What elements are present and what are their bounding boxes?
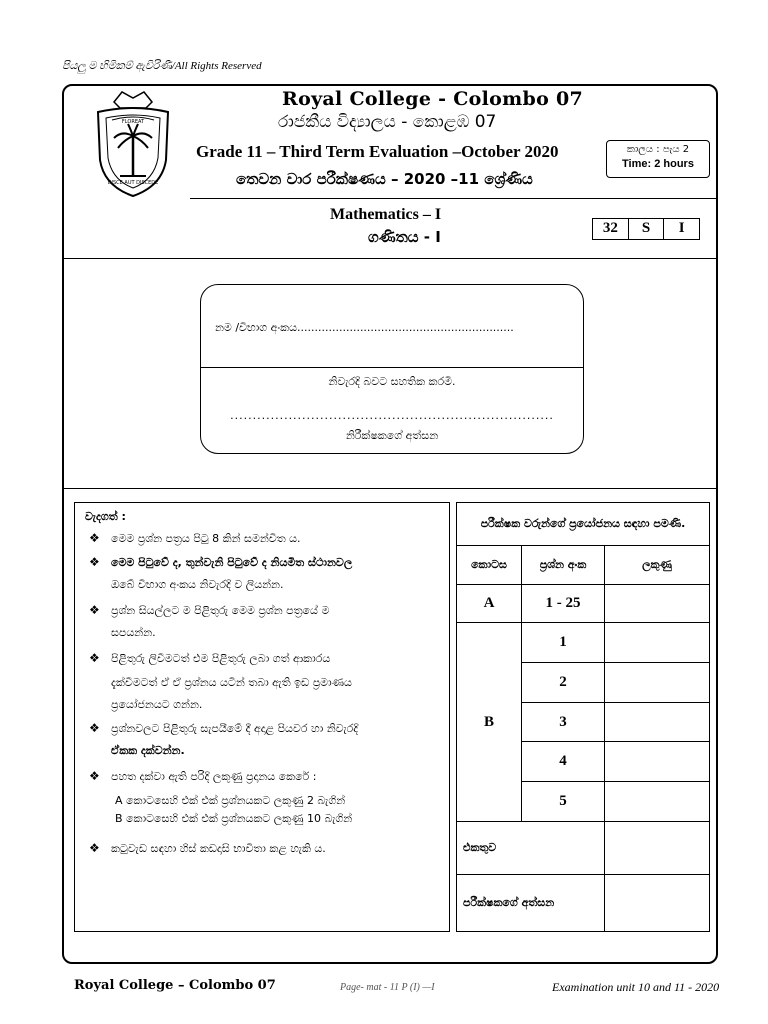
instruction-item-cont: සපයන්න. — [111, 626, 156, 639]
instruction-item: ❖ කටුවැඩ සඳහා හිස් කඩදාසි භාවිතා කළ හැකි ය. — [89, 837, 439, 860]
exam-title-sinhala: තෙවන වාර පරීක්ෂණය – 2020 –11 ශ්‍රේණිය — [236, 170, 533, 188]
mid-divider — [62, 488, 718, 489]
paper-code-box — [592, 218, 700, 240]
instruction-item: ❖ මෙම ප්‍රශ්න පත්‍රය පිටු 8 කින් සමන්විත ය. — [89, 527, 439, 550]
col-question-header: ප්‍රශ්න අංක — [522, 545, 605, 584]
marks-b5-cell — [605, 782, 710, 822]
bullet-icon: ❖ — [89, 531, 100, 545]
paper-code-number: 32 — [593, 219, 629, 239]
name-box-divider — [201, 367, 583, 368]
subject-divider — [62, 258, 718, 259]
footer-school: Royal College – Colombo 07 — [74, 978, 276, 993]
bullet-icon: ❖ — [89, 721, 100, 735]
instruction-item: ❖ ප්‍රශ්නවලට පිළිතුරු සැපයීමේ දී අදාළ පියවර හා නිවැරදි — [89, 717, 439, 740]
crest-banner-text: FLOREAT — [121, 119, 145, 125]
col-marks-header: ලකුණු — [605, 545, 710, 584]
marks-b3-cell — [605, 702, 710, 742]
footer-exam-unit: Examination unit 10 and 11 - 2020 — [552, 980, 720, 994]
marks-b2-cell — [605, 662, 710, 702]
b-question-1: 1 — [522, 623, 605, 663]
col-section-header: කොටස — [457, 545, 522, 584]
paper-code-part: I — [678, 220, 685, 236]
instructions-box — [74, 502, 450, 932]
marks-b4-cell — [605, 742, 710, 782]
header-divider — [190, 198, 716, 199]
bullet-icon: ❖ — [89, 603, 100, 617]
supervisor-signature-label: නිරීක්ෂකගේ අත්සන — [345, 429, 439, 442]
instruction-item-cont: ප්‍රයෝජනයට ගන්න. — [111, 698, 203, 711]
paper-code-medium: S — [629, 219, 665, 239]
certify-label: නිවැරදි බවට සහතික කරමි. — [328, 375, 456, 388]
instruction-item-cont: ඔබේ විභාග අංකය නිවැරදි ව ලියන්න. — [111, 578, 284, 591]
subject-english: Mathematics – I — [330, 206, 442, 223]
marks-a-line: A කොටසෙහි එක් එක් ප්‍රශ්නයකට ලකුණු 2 බැගින් — [115, 794, 346, 807]
instruction-item: ❖ පහත දක්වා ඇති පරිදි ලකුණු ප්‍රදානය කෙරේ : — [89, 765, 439, 788]
range-a-cell: 1 - 25 — [522, 584, 605, 623]
marks-b-line: B කොටසෙහි එක් එක් ප්‍රශ්නයකට ලකුණු 10 බැගින් — [115, 812, 353, 825]
time-sinhala: කාලය : පැය 2 — [626, 144, 690, 155]
instruction-item-cont: දැක්වීමටත් ඒ ඒ ප්‍රශ්නය යටින් තබා ඇති ඉඩ ප්‍රමාණය — [111, 676, 352, 689]
instruction-item-cont: ඒකක දක්වන්න. — [111, 744, 185, 757]
examiner-marks-table — [456, 502, 710, 932]
examiner-signature-cell — [605, 874, 710, 931]
b-question-2: 2 — [522, 662, 605, 702]
marks-table-title: පරීක්ෂක වරුන්ගේ ප්‍රයෝජනය සඳහා පමණි. — [457, 503, 710, 546]
instruction-item: ❖ පිළිතුරු ලිවීමටත් එම පිළිතුරු ලබා ගත් ආකාරය — [89, 647, 439, 670]
bullet-icon: ❖ — [89, 841, 100, 855]
marks-b1-cell — [605, 623, 710, 663]
footer-page-code: Page- mat - 11 P (I) —I — [340, 982, 435, 993]
section-b-cell: B — [457, 623, 522, 822]
marks-a-cell — [605, 584, 710, 623]
rights-reserved: පියලු ම හිමිකම් ඇවිරිණී/All Rights Reserved — [62, 60, 262, 72]
instructions-title: වැදගත් : — [85, 510, 126, 523]
instruction-item: ❖ ප්‍රශ්න සියල්ලට ම පිළිතුරු මෙම ප්‍රශ්න පත්‍රයේ ම — [89, 599, 439, 622]
time-box — [606, 140, 710, 178]
candidate-name-box — [200, 284, 584, 454]
school-name-english: Royal College - Colombo 07 — [282, 88, 584, 110]
b-question-3: 3 — [522, 702, 605, 742]
total-label: එකතුව — [457, 821, 605, 874]
section-a-cell: A — [457, 584, 522, 623]
total-cell — [605, 821, 710, 874]
bullet-icon: ❖ — [89, 555, 100, 569]
school-crest — [86, 90, 180, 200]
bullet-icon: ❖ — [89, 651, 100, 665]
signature-line: ........................................................................ — [230, 409, 554, 422]
b-question-4: 4 — [522, 742, 605, 782]
crest-motto-text: DISCE AUT DISCEDE — [107, 180, 159, 186]
b-question-5: 5 — [522, 782, 605, 822]
exam-title: Grade 11 – Third Term Evaluation –October 2020 — [196, 142, 559, 161]
subject-sinhala: ගණිතය - I — [368, 228, 441, 246]
bullet-icon: ❖ — [89, 769, 100, 783]
instruction-item: ❖ මෙම පිටුවේ ද, තුන්වැනි පිටුවේ ද නියමිත ස්ථානවල — [89, 551, 439, 574]
examiner-signature-label: පරීක්ෂකගේ අත්සන — [457, 874, 605, 931]
time-english: Time: 2 hours — [622, 158, 694, 170]
name-index-label: නම /විභාග අංකය.............................................................. — [215, 321, 514, 334]
school-name-sinhala: රාජකීය විද්‍යාලය - කොළඹ 07 — [278, 112, 497, 132]
